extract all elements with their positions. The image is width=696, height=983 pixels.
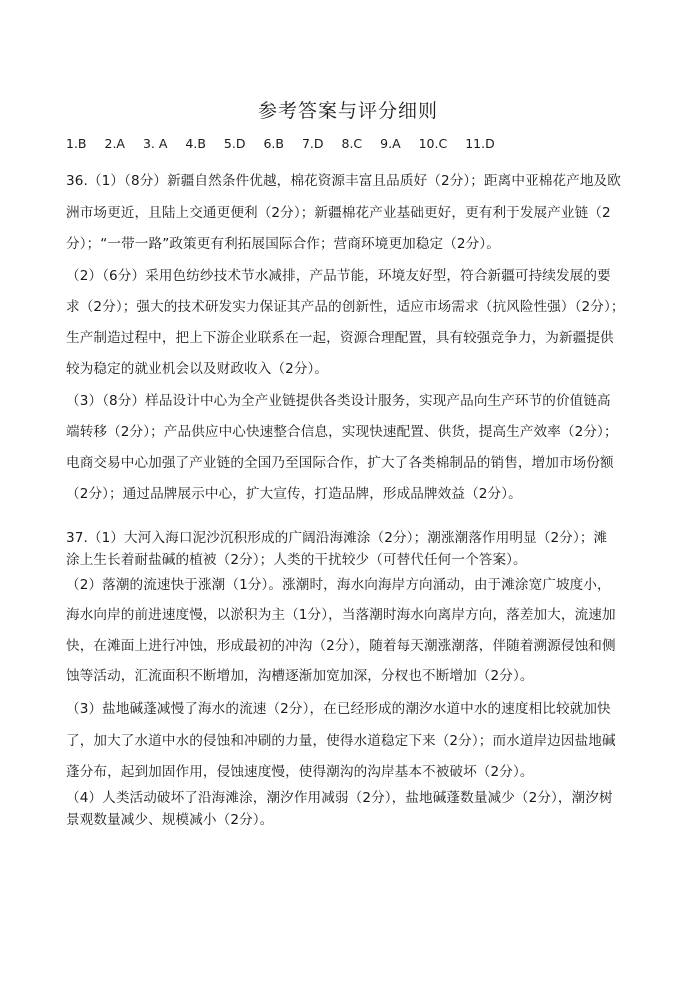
answer-line: 37.（1）大河入海口泥沙沉积形成的广阔沿海滩涂（2分）；潮涨潮落作用明显（2分）；滩	[66, 530, 608, 546]
answer-line: 分）；“一带一路”政策更有利拓展国际合作；营商环境更加稳定（2分）。	[66, 236, 500, 252]
answer-line: 洲市场更近，且陆上交通更便利（2分）；新疆棉花产业基础更好，更有利于发展产业链（2	[66, 205, 611, 221]
answer-line: （2）落潮的流速快于涨潮（1分）。涨潮时，海水向海岸方向涌动，由于滩涂宽广坡度小，	[66, 577, 611, 593]
answer-line: （3）（8分）样品设计中心为全产业链提供各类设计服务，实现产品向生产环节的价值链高	[66, 393, 611, 409]
answer-line: 海水向岸的前进速度慢，以淤积为主（1分），当落潮时海水向离岸方向，落差加大，流速加	[66, 607, 616, 623]
multiple-choice-answers	[66, 136, 509, 151]
answer-line: 36.（1）（8分）新疆自然条件优越，棉花资源丰富且品质好（2分）；距离中亚棉花产地及欧	[66, 173, 621, 189]
answer-line: （4）人类活动破坏了沿海滩涂，潮汐作用减弱（2分），盐地碱蓬数量减少（2分），潮汐树	[66, 790, 613, 806]
answer-line: （3）盐地碱蓬减慢了海水的流速（2分），在已经形成的潮汐水道中水的速度相比较就加快	[66, 701, 611, 717]
answer-line: 景观数量减少、规模减小（2分）。	[66, 812, 274, 828]
answer-line: 了，加大了水道中水的侵蚀和冲刷的力量，使得水道稳定下来（2分）；而水道岸边因盐地碱	[66, 733, 616, 749]
answer-line: （2分）；通过品牌展示中心，扩大宣传，打造品牌，形成品牌效益（2分）。	[66, 486, 522, 502]
answer-line: 求（2分）；强大的技术研发实力保证其产品的创新性，适应市场需求（抗风险性强）（2分）；	[66, 299, 625, 315]
choice-answer: 8.C	[341, 136, 363, 151]
choice-answer: 3. A	[142, 136, 168, 151]
choice-answer: 9.A	[380, 136, 401, 151]
answer-line: 电商交易中心加强了产业链的全国乃至国际合作，扩大了各类棉制品的销售，增加市场份额	[66, 455, 614, 471]
answer-line: 涂上生长着耐盐碱的植被（2分）；人类的干扰较少（可替代任何一个答案）。	[66, 552, 527, 568]
choice-answer: 7.D	[301, 136, 324, 151]
answer-line: 端转移（2分）；产品供应中心快速整合信息，实现快速配置、供货，提高生产效率（2分）；	[66, 424, 618, 440]
answer-line: 蚀等活动，汇流面积不断增加，沟槽逐渐加宽加深，分杈也不断增加（2分）。	[66, 668, 534, 684]
choice-answer: 10.C	[418, 136, 448, 151]
answer-line: 生产制造过程中，把上下游企业联系在一起，资源合理配置，具有较强竞争力，为新疆提供	[66, 330, 614, 346]
choice-answer: 6.B	[263, 136, 284, 151]
choice-answer: 11.D	[465, 136, 495, 151]
choice-answer: 1.B	[66, 136, 87, 151]
answer-line: （2）（6分）采用色纺纱技术节水减排，产品节能，环境友好型，符合新疆可持续发展的要	[66, 268, 611, 284]
choice-answer: 4.B	[185, 136, 206, 151]
choice-answer: 5.D	[223, 136, 246, 151]
answer-line: 较为稳定的就业机会以及财政收入（2分）。	[66, 361, 329, 377]
answer-line: 快，在滩面上进行冲蚀，形成最初的冲沟（2分），随着每天潮涨潮落，伴随着溯源侵蚀和侧	[66, 638, 616, 654]
answer-line: 蓬分布，起到加固作用，侵蚀速度慢，使得潮沟的沟岸基本不被破坏（2分）。	[66, 764, 534, 780]
page-title: 参考答案与评分细则	[257, 100, 438, 122]
choice-answer: 2.A	[104, 136, 125, 151]
